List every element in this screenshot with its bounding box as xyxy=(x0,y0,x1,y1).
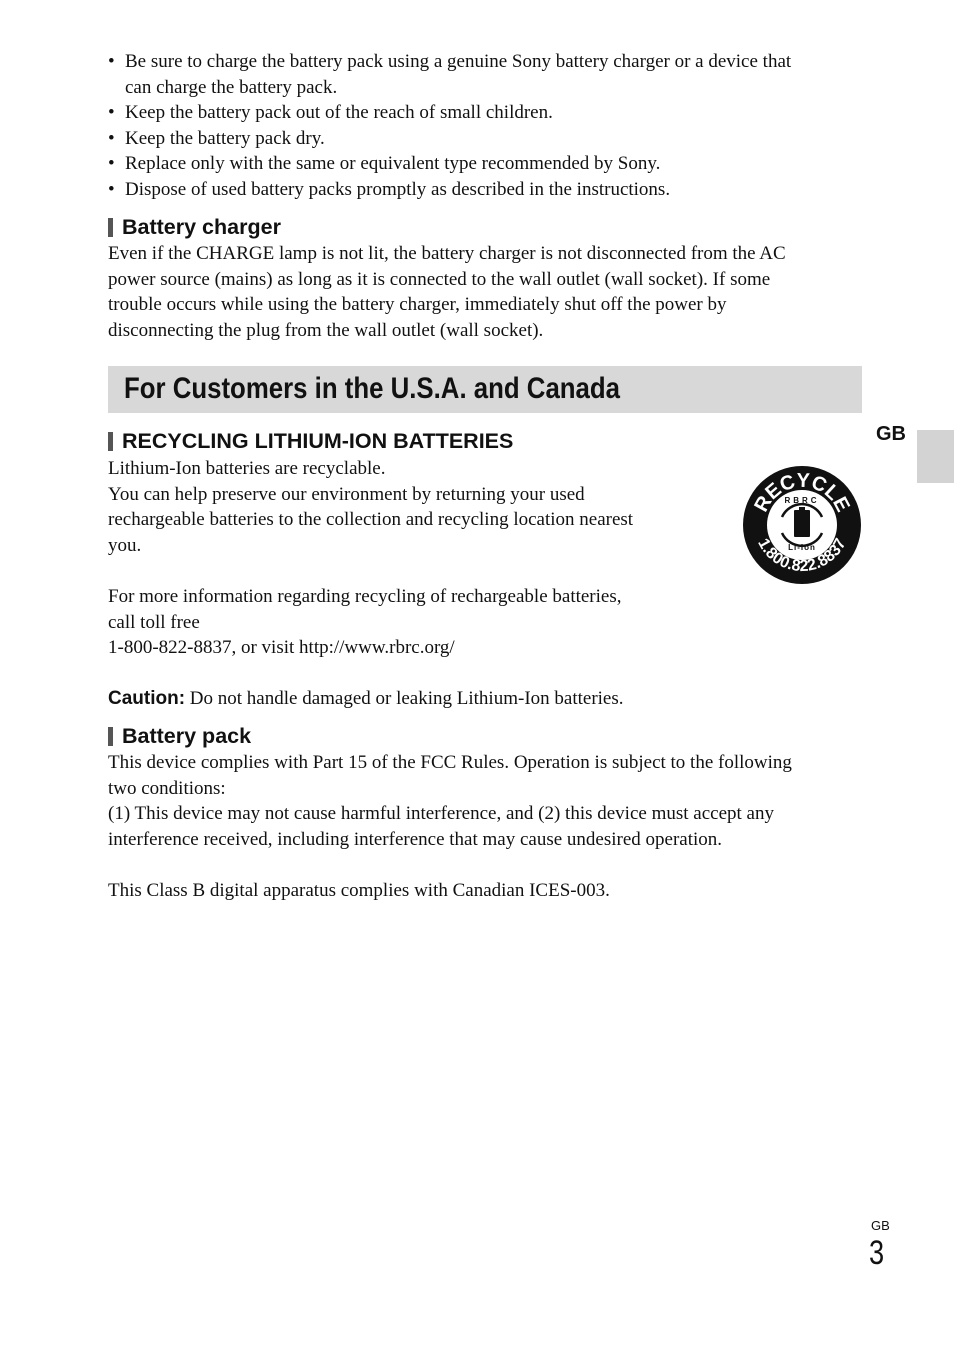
battery-charger-heading: Battery charger xyxy=(108,214,281,240)
bullet-text: Keep the battery pack dry. xyxy=(125,127,325,149)
bullet-glyph: • xyxy=(108,51,115,72)
bullet-text: Dispose of used battery packs promptly as described in the instructions. xyxy=(125,178,671,200)
ices-text: This Class B digital apparatus complies with Canadian ICES-003. xyxy=(108,880,610,901)
bullet-text: Replace only with the same or equivalent type recommended by Sony. xyxy=(125,153,661,175)
logo-phone-text: 1.800.822.8837 xyxy=(754,535,850,576)
section-banner xyxy=(108,366,862,413)
banner-title: For Customers in the U.S.A. and Canada xyxy=(124,372,621,405)
language-label: GB xyxy=(876,423,906,445)
bullet-glyph: • xyxy=(108,102,115,124)
bullet-glyph: • xyxy=(108,178,115,200)
heading-bar xyxy=(108,218,113,237)
battery-pack-heading: Battery pack xyxy=(108,723,251,749)
battery-charger-text: Even if the CHARGE lamp is not lit, the battery charger is not disconnected from the AC power source (mains) as long as it is connected to the wall outlet (wall socket). If some trouble occurs while using the battery charger, immediately shut off the power by disconnecting the plug from the wall outlet (wall socket). xyxy=(108,243,786,341)
page-number: 3 xyxy=(869,1234,885,1272)
bullet-glyph: • xyxy=(108,127,115,149)
bullet-item xyxy=(108,151,868,177)
recycling-heading: RECYCLING LITHIUM-ION BATTERIES xyxy=(108,428,513,454)
fcc-text: This device complies with Part 15 of the FCC Rules. Operation is subject to the following two conditions: (1) This device may not cause harmful interference, and (2) this device must accept any interference received, including interference that may cause undesired operation. xyxy=(108,752,792,850)
language-tab xyxy=(917,430,954,483)
bullet-glyph: • xyxy=(108,153,115,175)
heading-bar xyxy=(108,727,113,746)
bullet-text: Keep the battery pack out of the reach of small children. xyxy=(125,102,553,124)
bullet-text: Be sure to charge the battery pack using a genuine Sony battery charger or a device that xyxy=(125,51,792,72)
heading-bar xyxy=(108,432,113,451)
safety-bullet-list xyxy=(108,49,868,203)
battery-icon xyxy=(794,510,810,537)
rbrc-recycle-logo xyxy=(742,465,862,585)
recycling-info-text: For more information regarding recycling of rechargeable batteries, call toll free 1-800-822-8837, or visit http://www.rbrc.org/ xyxy=(108,586,622,659)
logo-chem-text: Li-Ion xyxy=(788,543,816,552)
page-language-label: GB xyxy=(871,1218,890,1233)
bullet-text: can charge the battery pack. xyxy=(125,76,338,98)
bullet-item xyxy=(108,49,868,100)
caution-text: Caution: Do not handle damaged or leaking Lithium-Ion batteries. xyxy=(108,688,624,709)
bullet-item xyxy=(108,126,868,152)
logo-recycle-text: RECYCLE xyxy=(750,469,854,516)
recycling-text: Lithium-Ion batteries are recyclable. You can help preserve our environment by returning your used rechargeable batteries to the collection and recycling location nearest you. xyxy=(108,458,634,556)
logo-org-text: RBRC xyxy=(784,496,820,505)
bullet-item xyxy=(108,100,868,126)
bullet-item xyxy=(108,177,868,203)
caution-label: Caution: xyxy=(108,688,186,709)
